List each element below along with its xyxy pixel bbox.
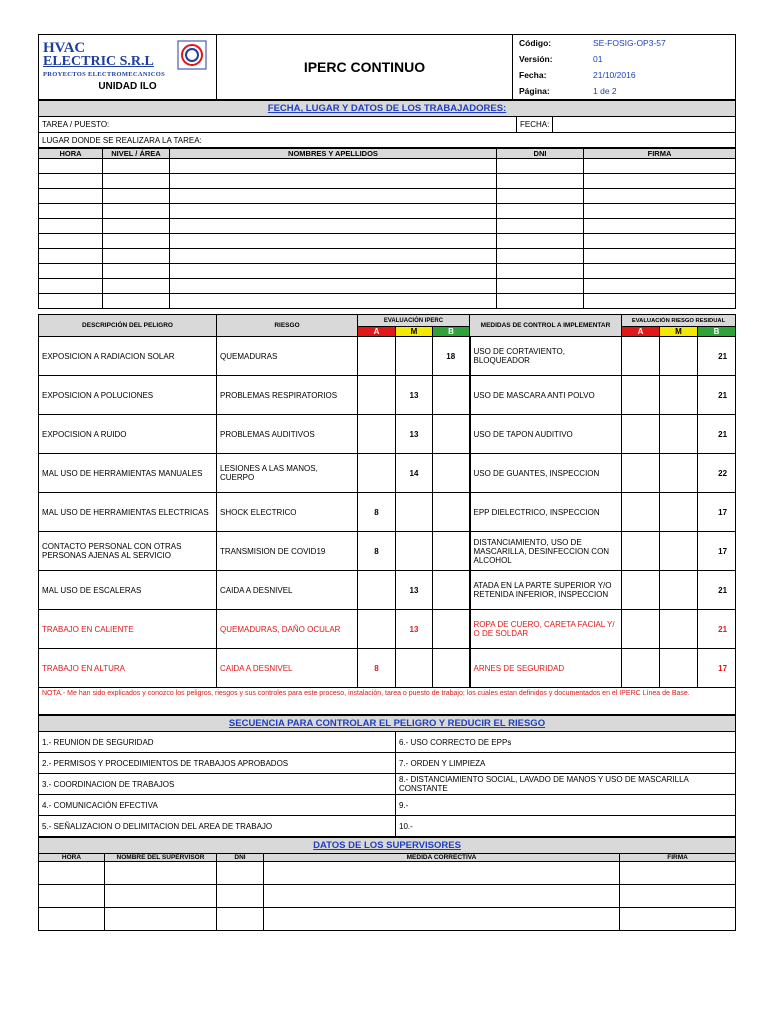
residual-b-value: 17 (698, 493, 736, 532)
eval-a-value (358, 337, 396, 376)
eval-b-value (433, 532, 470, 571)
eval-a-value (358, 610, 396, 649)
hazard-row (39, 649, 736, 688)
hazard-description: MAL USO DE ESCALERAS (39, 571, 217, 610)
supervisor-row[interactable] (39, 885, 736, 908)
sup-col-medida: MEDIDA CORRECTIVA (264, 854, 620, 862)
logo-line-2: ELECTRIC S.R.L (43, 54, 154, 69)
col-firma: FIRMA (584, 149, 736, 159)
residual-m-value (660, 571, 698, 610)
meta-value-codigo: SE-FOSIG-OP3-57 (593, 38, 666, 48)
col-dni: DNI (497, 149, 584, 159)
hazard-row (39, 376, 736, 415)
hazard-description: TRABAJO EN ALTURA (39, 649, 217, 688)
secuencia-title: SECUENCIA PARA CONTROLAR EL PELIGRO Y REDUCIR EL RIESGO (39, 716, 736, 732)
col-nivel-area: NIVEL / ÁREA (103, 149, 170, 159)
eval-b-value (433, 610, 470, 649)
col-evaluacion-residual: EVALUACIÓN RIESGO RESIDUAL (622, 315, 736, 327)
eval-a-value: 8 (358, 493, 396, 532)
hazard-description: MAL USO DE HERRAMIENTAS ELECTRICAS (39, 493, 217, 532)
control-measure: ATADA EN LA PARTE SUPERIOR Y/O RETENIDA INFERIOR, INSPECCION (470, 571, 622, 610)
control-measure: USO DE GUANTES, INSPECCION (470, 454, 622, 493)
residual-b-value: 17 (698, 532, 736, 571)
worker-row[interactable] (39, 204, 736, 219)
hazard-risk: PROBLEMAS AUDITIVOS (217, 415, 358, 454)
control-measure: USO DE CORTAVIENTO, BLOQUEADOR (470, 337, 622, 376)
residual-a-value (622, 532, 660, 571)
residual-b-value: 17 (698, 649, 736, 688)
level-b-header: B (433, 327, 470, 337)
residual-m-value (660, 337, 698, 376)
eval-b-value (433, 493, 470, 532)
logo-line-1: HVAC (43, 40, 86, 56)
eval-b-value (433, 454, 470, 493)
document-meta (513, 35, 736, 100)
secuencia-item: 1.- REUNION DE SEGURIDAD (39, 732, 396, 753)
eval-b-value: 18 (433, 337, 470, 376)
tarea-label: TAREA / PUESTO: (42, 120, 110, 129)
residual-b-value: 21 (698, 415, 736, 454)
col-evaluacion-iperc: EVALUACIÓN IPERC (358, 315, 470, 327)
hazard-row (39, 415, 736, 454)
residual-a-value (622, 415, 660, 454)
sup-col-dni: DNI (217, 854, 264, 862)
workers-table (38, 148, 736, 309)
eval-a-value (358, 454, 396, 493)
col-descripcion-peligro: DESCRIPCIÓN DEL PELIGRO (39, 315, 217, 337)
eval-m-value (396, 649, 433, 688)
secuencia-item: 3.- COORDINACION DE TRABAJOS (39, 774, 396, 795)
residual-m-value (660, 493, 698, 532)
hazard-row (39, 337, 736, 376)
sup-col-firma: FIRMA (620, 854, 736, 862)
hazard-risk: CAIDA A DESNIVEL (217, 649, 358, 688)
hazard-row (39, 532, 736, 571)
eval-a-value (358, 376, 396, 415)
eval-a-value: 8 (358, 649, 396, 688)
hazard-risk: TRANSMISION DE COVID19 (217, 532, 358, 571)
form-header (38, 34, 736, 100)
hazard-risk: PROBLEMAS RESPIRATORIOS (217, 376, 358, 415)
residual-level-b-header: B (698, 327, 736, 337)
eval-m-value (396, 532, 433, 571)
secuencia-item: 2.- PERMISOS Y PROCEDIMIENTOS DE TRABAJOS APROBADOS (39, 753, 396, 774)
meta-value-fecha: 21/10/2016 (593, 70, 636, 80)
fecha-label: FECHA: (517, 117, 553, 133)
hazard-risk: CAIDA A DESNIVEL (217, 571, 358, 610)
workers-section (38, 100, 736, 148)
supervisor-row[interactable] (39, 908, 736, 931)
meta-value-version: 01 (593, 54, 603, 64)
secuencia-row (39, 774, 736, 795)
col-riesgo: RIESGO (217, 315, 358, 337)
supervisores-title: DATOS DE LOS SUPERVISORES (39, 838, 736, 854)
residual-m-value (660, 649, 698, 688)
hazards-table (38, 314, 736, 715)
residual-b-value: 21 (698, 337, 736, 376)
eval-b-value (433, 415, 470, 454)
col-nombres: NOMBRES Y APELLIDOS (170, 149, 497, 159)
eval-a-value: 8 (358, 532, 396, 571)
lugar-label: LUGAR DONDE SE REALIZARA LA TAREA: (42, 135, 202, 145)
meta-key-fecha: Fecha: (519, 70, 547, 80)
eval-m-value: 13 (396, 376, 433, 415)
hazard-description: TRABAJO EN CALIENTE (39, 610, 217, 649)
sup-col-nombre: NOMBRE DEL SUPERVISOR (105, 854, 217, 862)
lugar-field[interactable] (39, 133, 736, 148)
tarea-field[interactable] (39, 117, 517, 133)
residual-a-value (622, 493, 660, 532)
residual-m-value (660, 532, 698, 571)
nota-text: NOTA.- Me han sido explicados y conozco los peligros, riesgos y sus controles para este proceso, instalación, tarea o puesto de trabajo; los cuales estan definidos y documentados en el IPERC Línea de Base. (39, 688, 736, 715)
residual-b-value: 22 (698, 454, 736, 493)
residual-m-value (660, 376, 698, 415)
hazard-description: EXPOCISION A RUIDO (39, 415, 217, 454)
secuencia-row (39, 732, 736, 753)
residual-b-value: 21 (698, 571, 736, 610)
residual-level-m-header: M (660, 327, 698, 337)
residual-m-value (660, 415, 698, 454)
hazard-risk: QUEMADURAS (217, 337, 358, 376)
residual-a-value (622, 610, 660, 649)
control-measure: ROPA DE CUERO, CARETA FACIAL Y/ O DE SOLDAR (470, 610, 622, 649)
worker-row[interactable] (39, 249, 736, 264)
hazard-description: MAL USO DE HERRAMIENTAS MANUALES (39, 454, 217, 493)
worker-row[interactable] (39, 264, 736, 279)
hazard-description: EXPOSICION A RADIACION SOLAR (39, 337, 217, 376)
eval-b-value (433, 571, 470, 610)
meta-key-codigo: Código: (519, 38, 552, 48)
logo-emblem-icon (177, 40, 207, 70)
supervisor-row[interactable] (39, 862, 736, 885)
hazard-risk: QUEMADURAS, DAÑO OCULAR (217, 610, 358, 649)
eval-m-value (396, 493, 433, 532)
workers-section-title: FECHA, LUGAR Y DATOS DE LOS TRABAJADORES: (39, 101, 736, 117)
hazard-description: CONTACTO PERSONAL CON OTRAS PERSONAS AJENAS AL SERVICIO (39, 532, 217, 571)
worker-row[interactable] (39, 294, 736, 309)
residual-a-value (622, 454, 660, 493)
residual-b-value: 21 (698, 610, 736, 649)
worker-row[interactable] (39, 279, 736, 294)
worker-row[interactable] (39, 234, 736, 249)
control-measure: USO DE TAPON AUDITIVO (470, 415, 622, 454)
secuencia-item: 8.- DISTANCIAMIENTO SOCIAL, LAVADO DE MANOS Y USO DE MASCARILLA CONSTANTE (396, 774, 736, 795)
level-m-header: M (396, 327, 433, 337)
hazard-risk: LESIONES A LAS MANOS, CUERPO (217, 454, 358, 493)
document-title: IPERC CONTINUO (217, 35, 513, 100)
secuencia-row (39, 816, 736, 837)
hazard-row (39, 493, 736, 532)
residual-level-a-header: A (622, 327, 660, 337)
hazard-risk: SHOCK ELECTRICO (217, 493, 358, 532)
secuencia-item: 4.- COMUNICACIÓN EFECTIVA (39, 795, 396, 816)
hazard-row (39, 610, 736, 649)
meta-key-version: Versión: (519, 54, 553, 64)
col-hora: HORA (39, 149, 103, 159)
secuencia-row (39, 753, 736, 774)
control-measure: DISTANCIAMIENTO, USO DE MASCARILLA, DESINFECCION CON ALCOHOL (470, 532, 622, 571)
eval-m-value: 13 (396, 610, 433, 649)
worker-row[interactable] (39, 159, 736, 174)
sup-col-hora: HORA (39, 854, 105, 862)
level-a-header: A (358, 327, 396, 337)
fecha-input[interactable] (553, 117, 736, 133)
meta-value-pagina: 1 de 2 (593, 86, 617, 96)
eval-a-value (358, 571, 396, 610)
eval-b-value (433, 376, 470, 415)
residual-a-value (622, 649, 660, 688)
residual-a-value (622, 571, 660, 610)
secuencia-item: 10.- (396, 816, 736, 837)
company-logo-cell (39, 35, 217, 100)
secuencia-row (39, 795, 736, 816)
supervisores-table (38, 837, 736, 931)
eval-m-value (396, 337, 433, 376)
secuencia-item: 9.- (396, 795, 736, 816)
control-measure: USO DE MASCARA ANTI POLVO (470, 376, 622, 415)
residual-m-value (660, 454, 698, 493)
residual-b-value: 21 (698, 376, 736, 415)
worker-row[interactable] (39, 219, 736, 234)
secuencia-item: 6.- USO CORRECTO DE EPPs (396, 732, 736, 753)
control-measure: EPP DIELECTRICO, INSPECCION (470, 493, 622, 532)
eval-m-value: 14 (396, 454, 433, 493)
eval-b-value (433, 649, 470, 688)
logo-line-3: PROYECTOS ELECTROMECANICOS (43, 71, 165, 78)
secuencia-section (38, 715, 736, 837)
meta-key-pagina: Página: (519, 86, 550, 96)
hazard-description: EXPOSICION A POLUCIONES (39, 376, 217, 415)
secuencia-item: 7.- ORDEN Y LIMPIEZA (396, 753, 736, 774)
eval-a-value (358, 415, 396, 454)
residual-m-value (660, 610, 698, 649)
secuencia-item: 5.- SEÑALIZACION O DELIMITACION DEL AREA DE TRABAJO (39, 816, 396, 837)
iperc-form (38, 34, 735, 931)
col-medidas-control: MEDIDAS DE CONTROL A IMPLEMENTAR (470, 315, 622, 337)
eval-m-value: 13 (396, 571, 433, 610)
control-measure: ARNES DE SEGURIDAD (470, 649, 622, 688)
company-logo (43, 42, 212, 81)
residual-a-value (622, 376, 660, 415)
worker-row[interactable] (39, 189, 736, 204)
residual-a-value (622, 337, 660, 376)
worker-row[interactable] (39, 174, 736, 189)
eval-m-value: 13 (396, 415, 433, 454)
hazard-row (39, 454, 736, 493)
unidad-label: UNIDAD ILO (98, 81, 157, 92)
hazard-row (39, 571, 736, 610)
